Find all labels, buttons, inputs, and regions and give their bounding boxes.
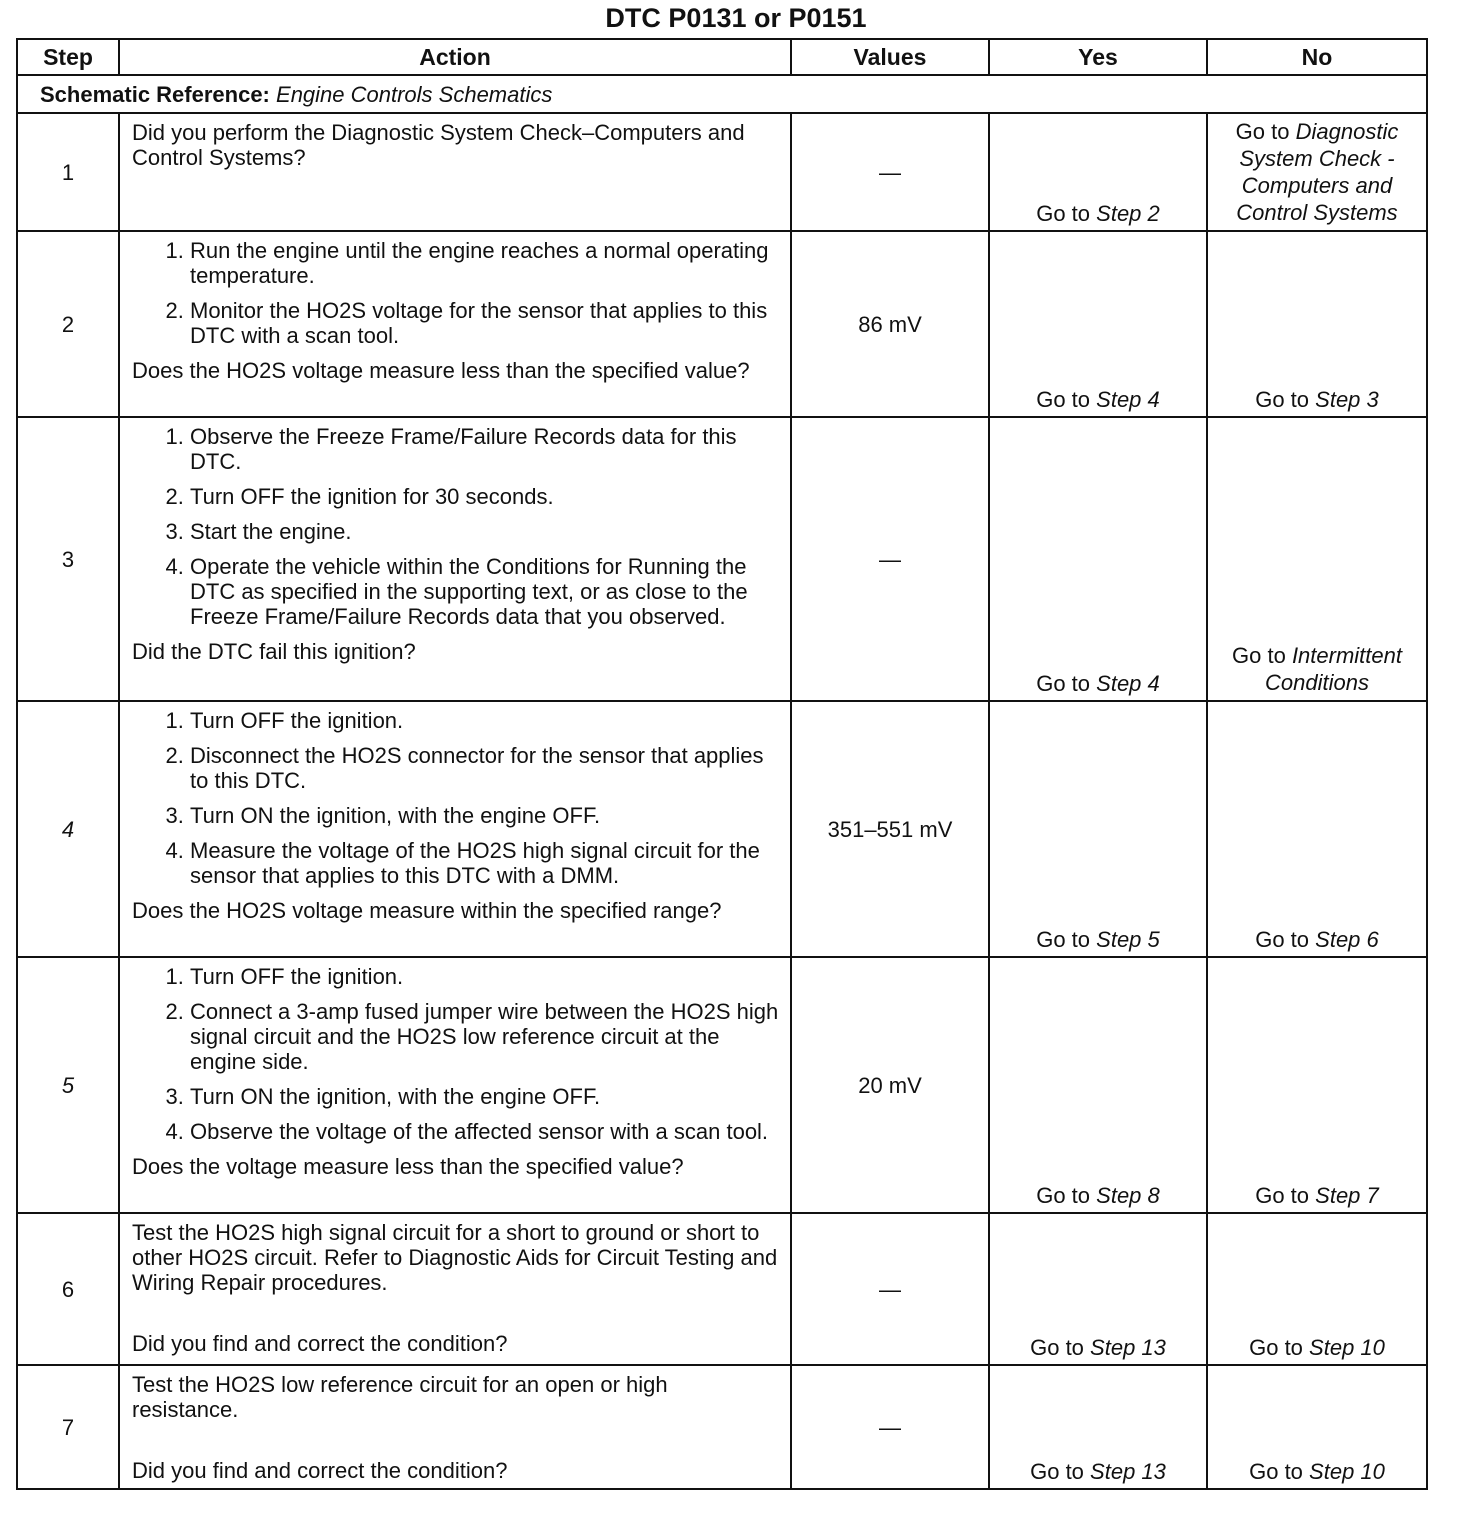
table-row-step-3	[17, 417, 1427, 701]
value-cell: 86 mV	[791, 231, 989, 417]
action-step: 3. Start the engine.	[190, 519, 780, 544]
action-steps	[132, 964, 780, 1144]
no-cell	[1207, 231, 1427, 417]
value-cell: 351–551 mV	[791, 701, 989, 957]
action-question: Does the HO2S voltage measure within the specified range?	[132, 898, 722, 923]
action-step: 3. Turn ON the ignition, with the engine OFF.	[190, 1084, 780, 1109]
schematic-reference	[17, 75, 1427, 113]
yes-target: Step 2	[1096, 201, 1160, 226]
value-cell: 20 mV	[791, 957, 989, 1213]
step-number: 4	[17, 701, 119, 957]
action-text: Test the HO2S low reference circuit for an open or high resistance.	[132, 1372, 668, 1422]
table-row-step-7	[17, 1365, 1427, 1489]
no-target: Step 3	[1315, 387, 1379, 412]
no-target: Step 10	[1309, 1459, 1385, 1484]
no-cell	[1207, 113, 1427, 231]
header-yes: Yes	[989, 39, 1207, 75]
action-text: Test the HO2S high signal circuit for a short to ground or short to other HO2S circuit. Refer to Diagnostic Aids for Circuit Testing and Wiring Repair procedures.	[132, 1220, 778, 1295]
page-title: DTC P0131 or P0151	[605, 3, 867, 33]
header-action: Action	[119, 39, 791, 75]
step-number: 1	[17, 113, 119, 231]
yes-target: Step 4	[1096, 387, 1160, 412]
value-cell: —	[791, 1213, 989, 1365]
yes-cell	[989, 113, 1207, 231]
yes-target: Step 13	[1090, 1335, 1166, 1360]
action-question: Did you find and correct the condition?	[132, 1331, 508, 1356]
yes-target: Step 4	[1096, 671, 1160, 696]
table-row-step-1	[17, 113, 1427, 231]
yes-cell	[989, 1365, 1207, 1489]
action-cell	[119, 113, 791, 231]
go-to-label: Go to	[1036, 387, 1091, 412]
header-values: Values	[791, 39, 989, 75]
action-step: 4. Observe the voltage of the affected sensor with a scan tool.	[190, 1119, 780, 1144]
action-question: Does the voltage measure less than the specified value?	[132, 1154, 684, 1179]
table-row-step-2	[17, 231, 1427, 417]
action-question: Does the HO2S voltage measure less than the specified value?	[132, 358, 750, 383]
step-number: 2	[17, 231, 119, 417]
action-step: 1. Observe the Freeze Frame/Failure Records data for this DTC.	[190, 424, 780, 474]
no-target: Intermittent Conditions	[1265, 643, 1402, 695]
action-step: 1. Turn OFF the ignition.	[190, 964, 780, 989]
no-target: Step 6	[1315, 927, 1379, 952]
action-steps	[132, 424, 780, 629]
schematic-value: Engine Controls Schematics	[276, 81, 553, 107]
yes-cell	[989, 417, 1207, 701]
action-steps	[132, 708, 780, 888]
action-step: 2. Connect a 3-amp fused jumper wire between the HO2S high signal circuit and the HO2S low reference circuit at the engine side.	[190, 999, 780, 1074]
action-step: 2. Turn OFF the ignition for 30 seconds.	[190, 484, 780, 509]
yes-target: Step 5	[1096, 927, 1160, 952]
header-step: Step	[17, 39, 119, 75]
action-step: 4. Operate the vehicle within the Conditions for Running the DTC as specified in the supporting text, or as close to the Freeze Frame/Failure Records data that you observed.	[190, 554, 780, 629]
action-step: 3. Turn ON the ignition, with the engine OFF.	[190, 803, 780, 828]
step-number: 3	[17, 417, 119, 701]
go-to-label: Go to	[1249, 1335, 1303, 1360]
go-to-label: Go to	[1255, 1183, 1310, 1208]
no-target: Diagnostic System Check - Computers and Control Systems	[1236, 119, 1399, 225]
diagnostic-table	[16, 38, 1428, 1490]
table-header-row	[17, 39, 1427, 75]
yes-cell	[989, 957, 1207, 1213]
no-cell	[1207, 957, 1427, 1213]
step-number: 6	[17, 1213, 119, 1365]
action-step: 1. Turn OFF the ignition.	[190, 708, 780, 733]
go-to-label: Go to	[1036, 1183, 1091, 1208]
schematic-reference-row	[17, 75, 1427, 113]
go-to-label: Go to	[1036, 201, 1091, 226]
no-cell	[1207, 1365, 1427, 1489]
action-cell	[119, 1365, 791, 1489]
step-number: 7	[17, 1365, 119, 1489]
go-to-label: Go to	[1249, 1459, 1303, 1484]
go-to-label: Go to	[1030, 1459, 1084, 1484]
no-target: Step 7	[1315, 1183, 1379, 1208]
yes-cell	[989, 1213, 1207, 1365]
action-cell	[119, 957, 791, 1213]
go-to-label: Go to	[1255, 387, 1310, 412]
no-cell	[1207, 417, 1427, 701]
action-cell	[119, 231, 791, 417]
value-cell: —	[791, 1365, 989, 1489]
go-to-label: Go to	[1232, 643, 1286, 668]
value-cell: —	[791, 113, 989, 231]
table-row-step-6	[17, 1213, 1427, 1365]
action-cell	[119, 417, 791, 701]
action-question: Did the DTC fail this ignition?	[132, 639, 416, 664]
yes-cell	[989, 701, 1207, 957]
yes-target: Step 13	[1090, 1459, 1166, 1484]
action-cell	[119, 1213, 791, 1365]
action-steps	[132, 238, 780, 348]
action-step: 2. Disconnect the HO2S connector for the sensor that applies to this DTC.	[190, 743, 780, 793]
table-row-step-4	[17, 701, 1427, 957]
value-cell: —	[791, 417, 989, 701]
go-to-label: Go to	[1036, 927, 1091, 952]
go-to-label: Go to	[1235, 119, 1290, 144]
action-step: 2. Monitor the HO2S voltage for the sensor that applies to this DTC with a scan tool.	[190, 298, 780, 348]
action-question: Did you perform the Diagnostic System Check–Computers and Control Systems?	[132, 120, 745, 170]
no-cell	[1207, 701, 1427, 957]
go-to-label: Go to	[1036, 671, 1091, 696]
schematic-label: Schematic Reference:	[40, 81, 270, 107]
go-to-label: Go to	[1255, 927, 1310, 952]
action-step: 4. Measure the voltage of the HO2S high signal circuit for the sensor that applies to this DTC with a DMM.	[190, 838, 780, 888]
step-number: 5	[17, 957, 119, 1213]
yes-target: Step 8	[1096, 1183, 1160, 1208]
table-row-step-5	[17, 957, 1427, 1213]
no-target: Step 10	[1309, 1335, 1385, 1360]
yes-cell	[989, 231, 1207, 417]
go-to-label: Go to	[1030, 1335, 1084, 1360]
action-question: Did you find and correct the condition?	[132, 1458, 508, 1483]
no-cell	[1207, 1213, 1427, 1365]
action-step: 1. Run the engine until the engine reaches a normal operating temperature.	[190, 238, 780, 288]
action-cell	[119, 701, 791, 957]
header-no: No	[1207, 39, 1427, 75]
